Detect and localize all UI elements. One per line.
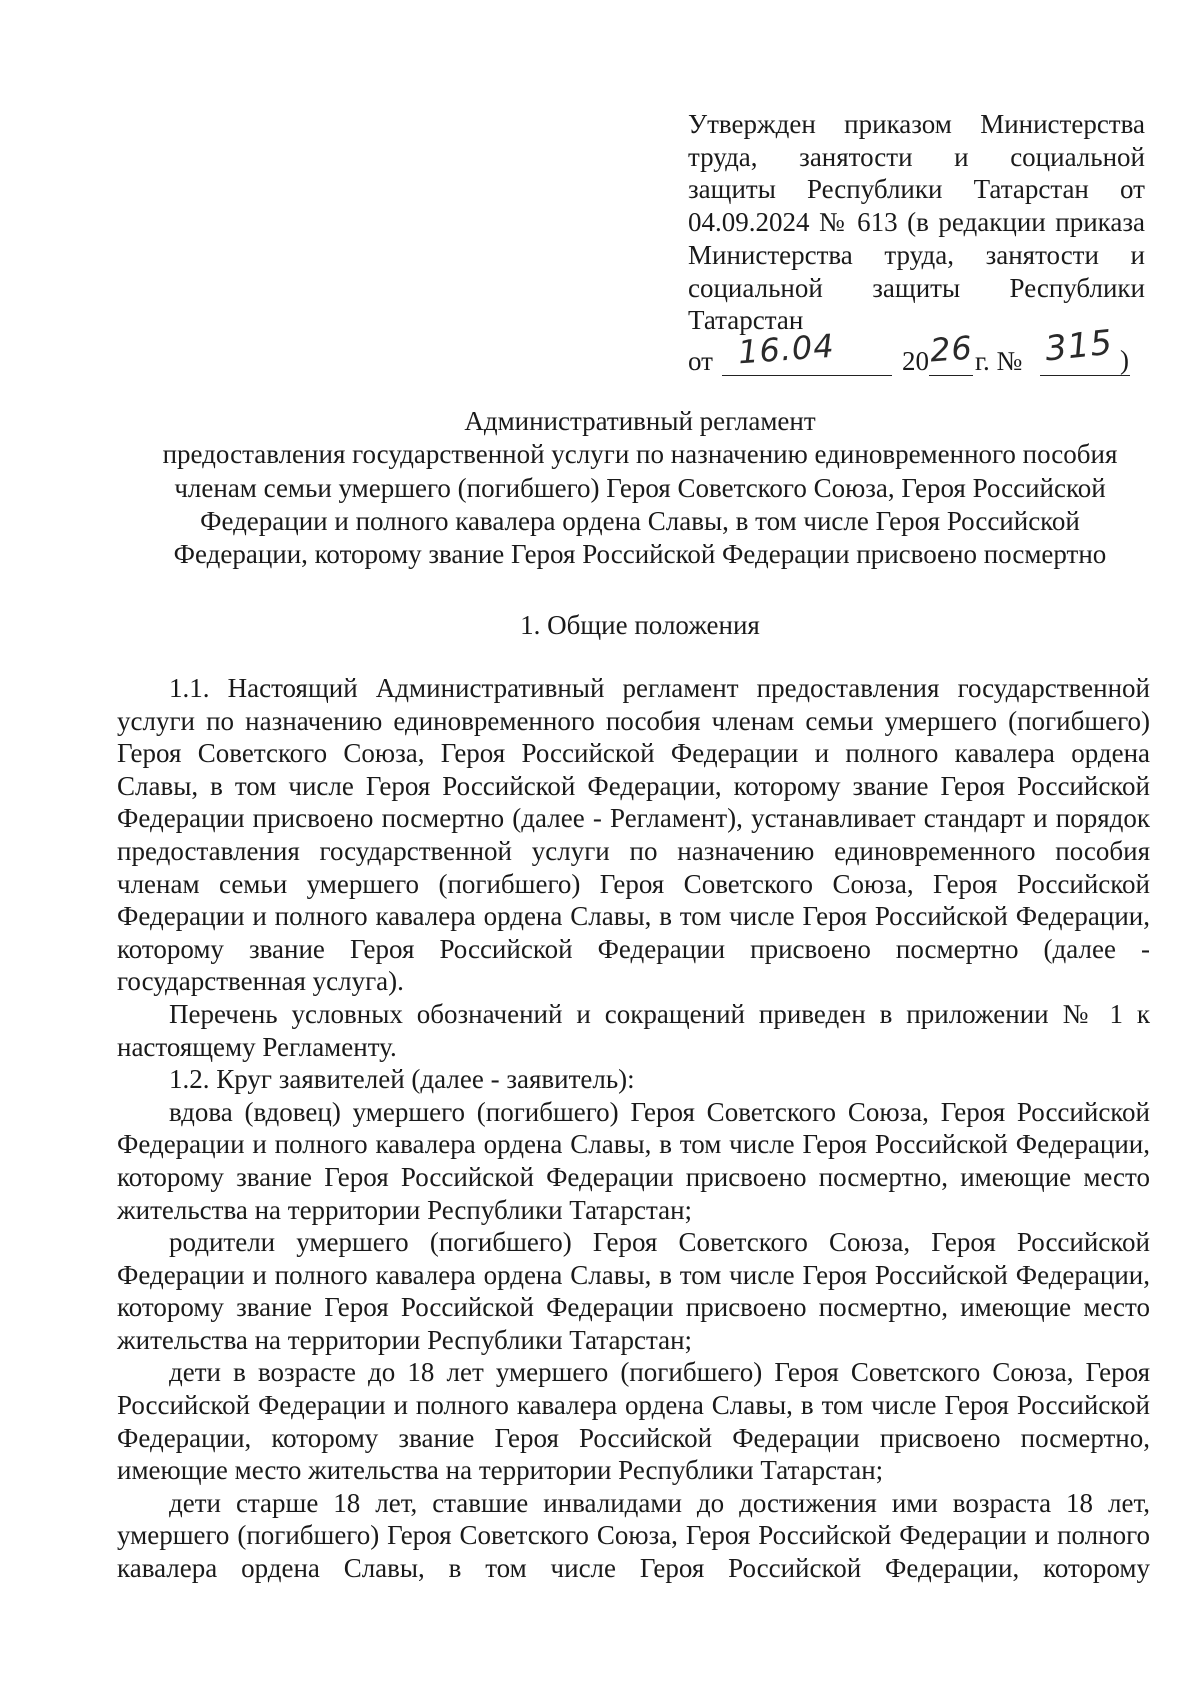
year-underline [929, 375, 973, 376]
title-line: Административный регламент [464, 406, 816, 436]
number-prefix: г. № [975, 346, 1023, 376]
paragraph: дети в возрасте до 18 лет умершего (погибшего) Героя Советского Союза, Героя Российской Федерации и полного кавалера ордена Славы, в том числе Героя Российской Федерации, которому звание Героя Российской Федерации присвоено посмертно, имеющие место жительства на территории Республики Татарстан; [117, 1357, 1150, 1486]
paragraph: дети старше 18 лет, ставшие инвалидами до достижения ими возраста 18 лет, умершего (погибшего) Героя Советского Союза, Героя Российской Федерации и полного кавалера ордена Славы, в том числе Героя Российской Федерации, которому [117, 1487, 1150, 1584]
section-heading: 1. Общие положения [520, 610, 760, 640]
approval-line: труда, занятости и социальной [688, 141, 1145, 172]
handwritten-date: 16.04 [736, 326, 836, 372]
approval-line: Татарстан [688, 305, 804, 336]
paragraph: 1.2. Круг заявителей (далее - заявитель): [169, 1064, 635, 1095]
approval-line: защиты Республики Татарстан от [688, 174, 1145, 205]
approval-line: Министерства труда, занятости и [688, 239, 1145, 270]
title-line: Федерации, которому звание Героя Российской Федерации присвоено посмертно [173, 539, 1107, 570]
closing-paren: ) [1120, 345, 1129, 375]
approval-line: Утвержден приказом Министерства [688, 109, 1145, 139]
approval-block [688, 108, 1145, 337]
paragraph: Перечень условных обозначений и сокращений приведен в приложении № 1 к настоящему Регламенту. [117, 998, 1150, 1062]
date-prefix: от [688, 346, 713, 376]
number-underline [1040, 375, 1130, 376]
approval-line: социальной защиты Республики [688, 272, 1145, 303]
paragraph: вдова (вдовец) умершего (погибшего) Героя Советского Союза, Героя Российской Федерации и полного кавалера ордена Славы, в том числе Героя Российской Федерации, которому звание Героя Российской Федерации присвоено посмертно, имеющие место жительства на территории Республики Татарстан; [117, 1096, 1150, 1225]
handwritten-year: 26 [928, 328, 974, 370]
paragraph: 1.1. Настоящий Административный регламент предоставления государственной услуги по назначению единовременного пособия членам семьи умершего (погибшего) Героя Советского Союза, Героя Российской Федерации и полного кавалера ордена Славы, в том числе Героя Российской Федерации, которому звание Героя Российской Федерации присвоено посмертно (далее - Регламент), устанавливает стандарт и порядок предоставления государственной услуги по назначению единовременного пособия членам семьи умершего (погибшего) Героя Советского Союза, Героя Российской Федерации и полного кавалера ордена Славы, в том числе Героя Российской Федерации, которому звание Героя Российской Федерации присвоено посмертно (далее - государственная услуга). [117, 673, 1150, 997]
approval-line: 04.09.2024 № 613 (в редакции приказа [688, 207, 1145, 238]
handwritten-number: 315 [1043, 322, 1115, 370]
document-body [117, 672, 1150, 1585]
title-line: членам семьи умершего (погибшего) Героя Советского Союза, Героя Российской [174, 472, 1106, 503]
paragraph: родители умершего (погибшего) Героя Советского Союза, Героя Российской Федерации и полного кавалера ордена Славы, в том числе Героя Российской Федерации, которому звание Героя Российской Федерации присвоено посмертно, имеющие место жительства на территории Республики Татарстан; [117, 1227, 1150, 1355]
date-underline [722, 375, 892, 376]
document-title [100, 405, 1180, 571]
year-prefix: 20 [902, 346, 929, 376]
title-line: предоставления государственной услуги по назначению единовременного пособия [162, 439, 1118, 470]
title-line: Федерации и полного кавалера ордена Славы, в том числе Героя Российской [200, 505, 1080, 536]
